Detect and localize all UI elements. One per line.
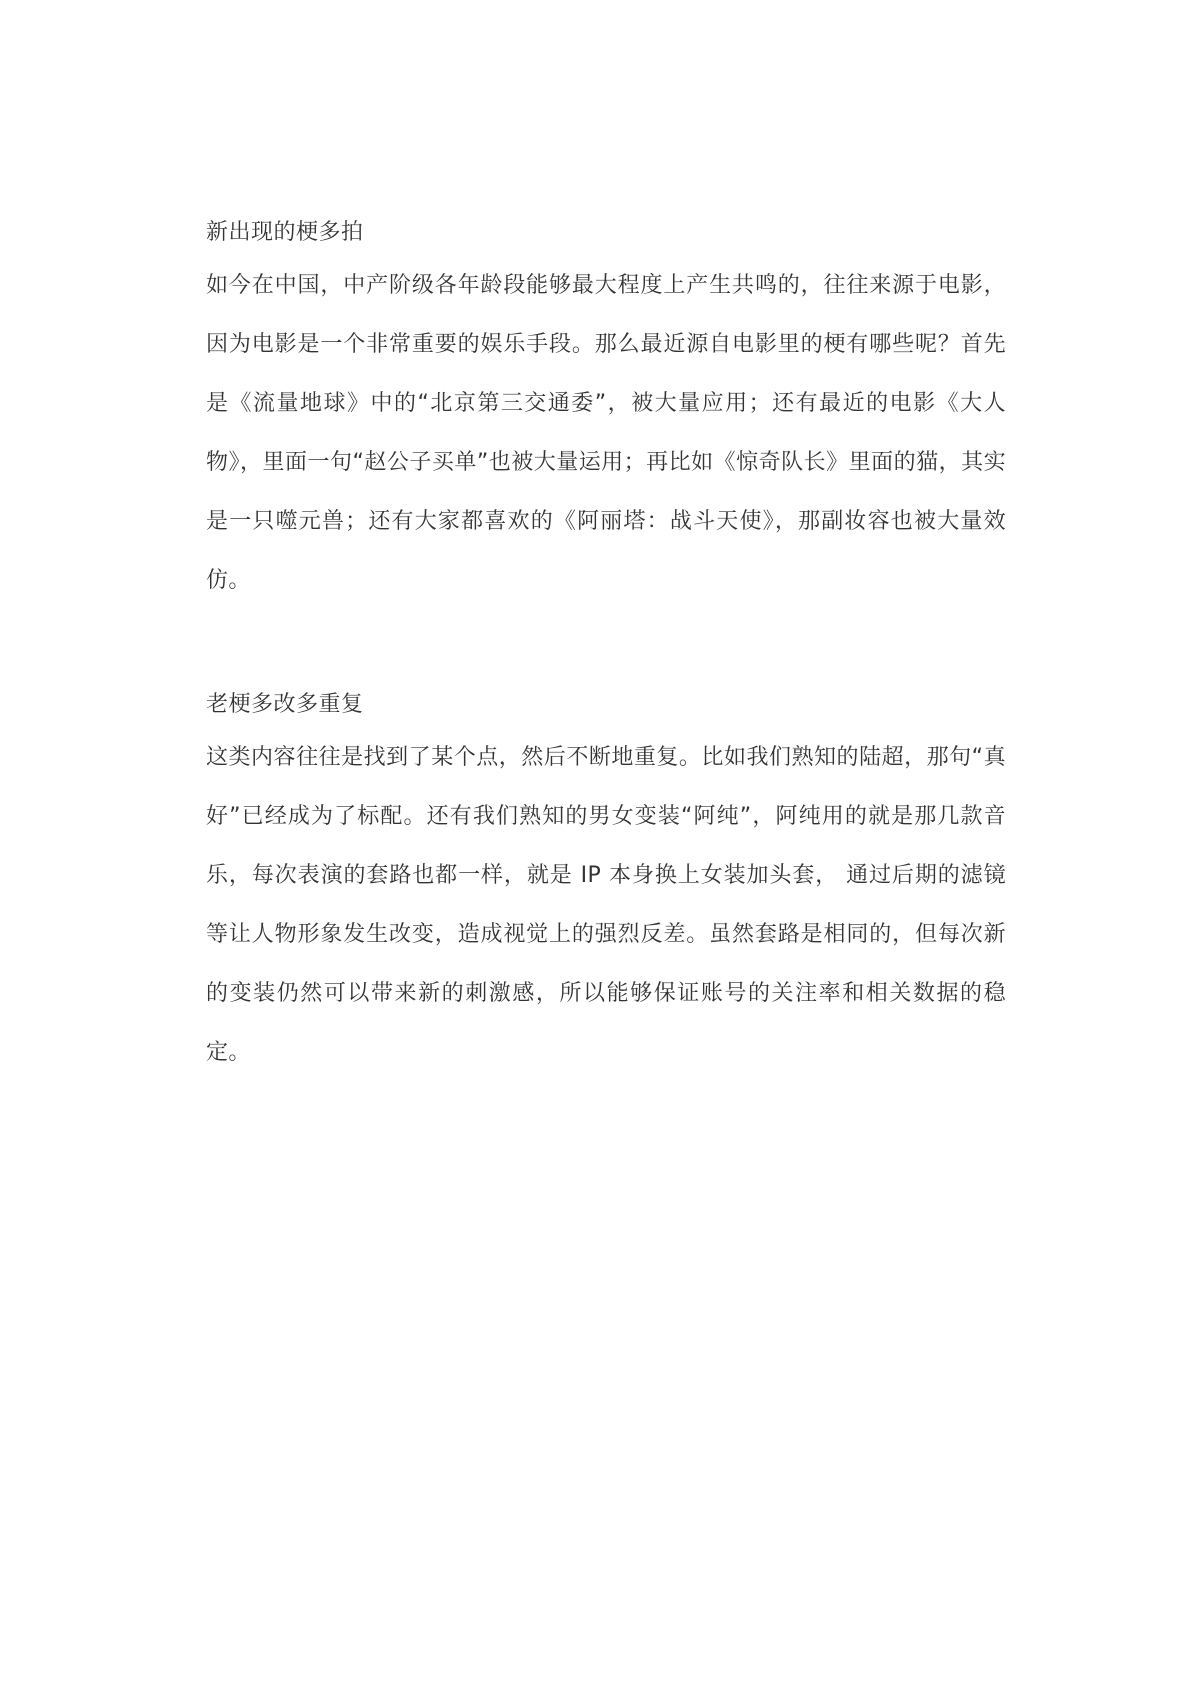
section-heading: 新出现的梗多拍 xyxy=(206,220,364,245)
section-paragraph: 这类内容往往是找到了某个点，然后不断地重复。比如我们熟知的陆超，那句“真好”已经成为了标配。还有我们熟知的男女变装“阿纯”，阿纯用的就是那几款音乐，每次表演的套路也都一样，就是 IP 本身换上女装加头套， 通过后期的滤镜等让人物形象发生改变，造成视觉上的强烈反差。虽然套路是相同的，但每次新的变装仍然可以带来新的刺激感，所以能够保证账号的关注率和相关数据的稳定。 xyxy=(206,745,1006,1065)
section-old-memes xyxy=(206,682,1006,1082)
section-heading: 老梗多改多重复 xyxy=(206,692,364,717)
section-paragraph: 如今在中国，中产阶级各年龄段能够最大程度上产生共鸣的，往往来源于电影，因为电影是一个非常重要的娱乐手段。那么最近源自电影里的梗有哪些呢？首先是《流量地球》中的“北京第三交通委”，被大量应用；还有最近的电影《大人物》，里面一句“赵公子买单”也被大量运用；再比如《惊奇队长》里面的猫，其实是一只噬元兽；还有大家都喜欢的《阿丽塔：战斗天使》，那副妆容也被大量效仿。 xyxy=(206,273,1006,593)
section-new-memes xyxy=(206,210,1006,610)
